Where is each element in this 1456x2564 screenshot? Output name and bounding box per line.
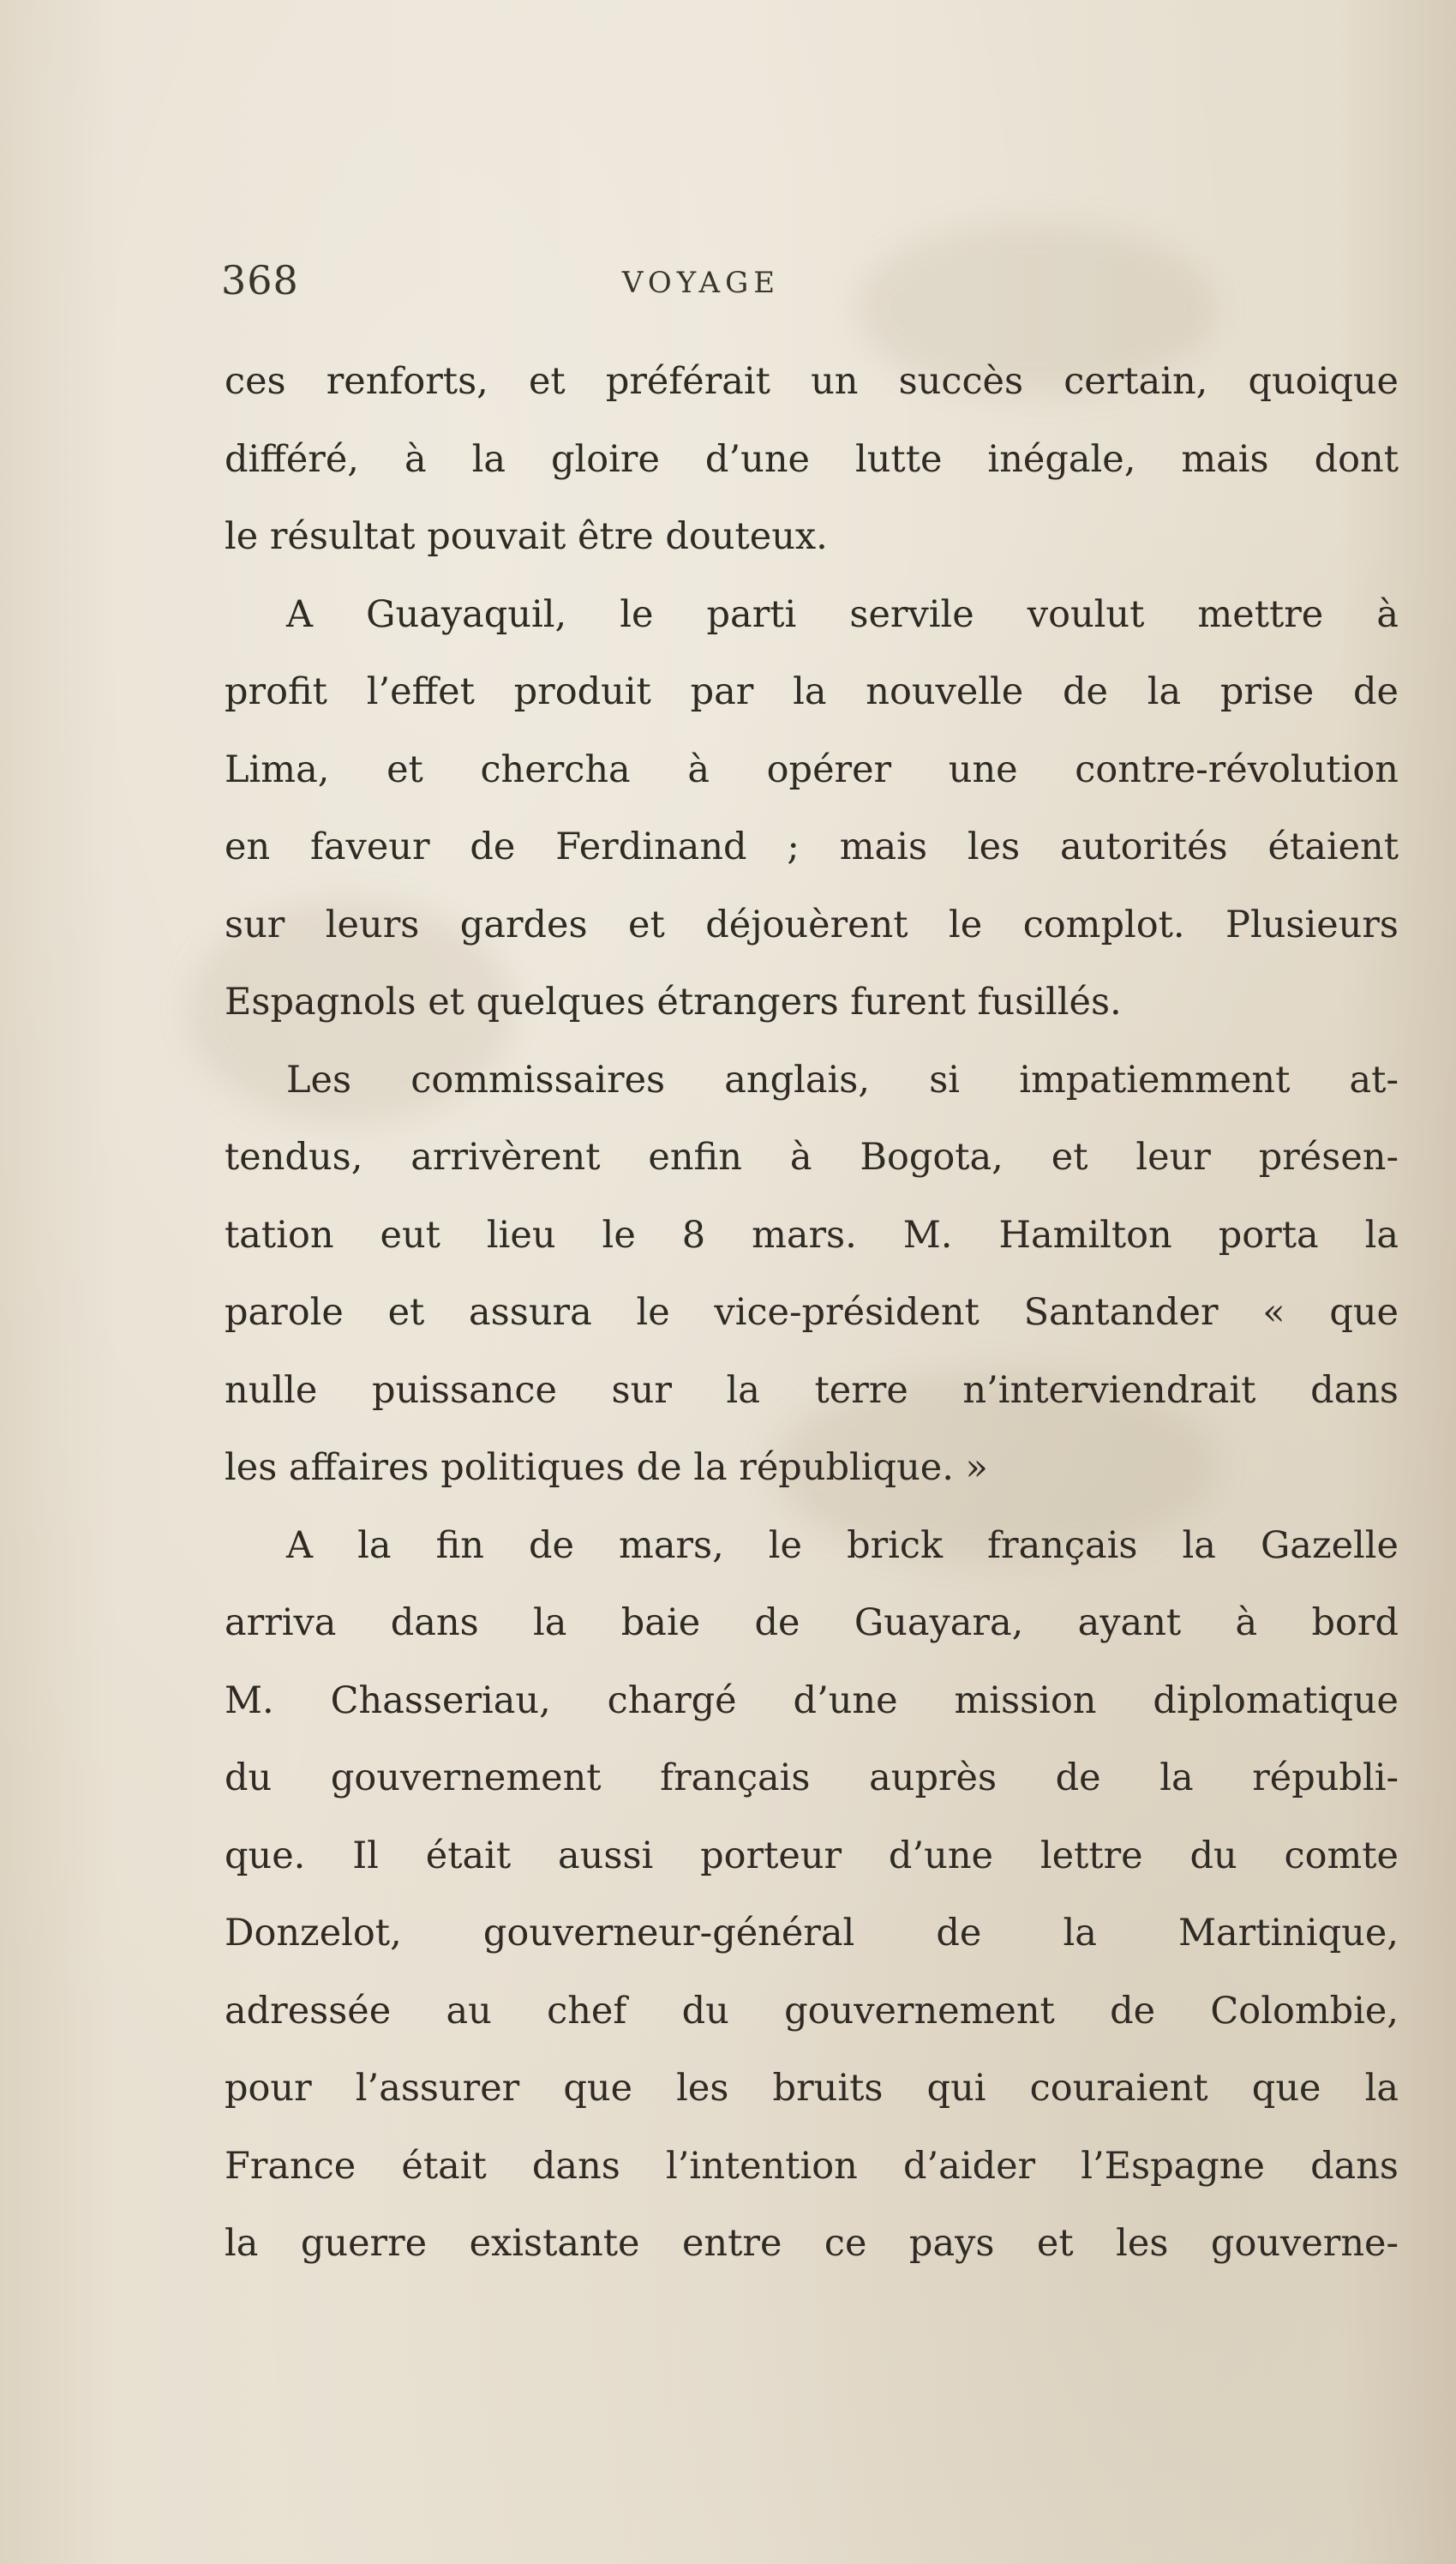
text-line: nulle puissance sur la terre n’interviendrait dans [225, 1368, 1399, 1412]
text-line: que. Il était aussi porteur d’une lettre du comte [225, 1834, 1399, 1877]
text-line: pour l’assurer que les bruits qui couraient que la [225, 2067, 1399, 2110]
text-line: du gouvernement français auprès de la républi- [225, 1756, 1399, 1799]
text-line: tation eut lieu le 8 mars. M. Hamilton porta la [225, 1213, 1399, 1257]
text-line: sur leurs gardes et déjouèrent le complot. Plusieurs [225, 903, 1399, 946]
text-line: la guerre existante entre ce pays et les gouverne- [225, 2222, 1399, 2265]
text-line: ces renforts, et préférait un succès certain, quoique [225, 360, 1399, 403]
body-text [225, 343, 1399, 2283]
running-head: VOYAGE [621, 266, 781, 300]
page-number: 368 [221, 257, 299, 303]
text-line: le résultat pouvait être douteux. [225, 515, 828, 558]
text-line: M. Chasseriau, chargé d’une mission diplomatique [225, 1678, 1399, 1722]
text-line: tendus, arrivèrent enfin à Bogota, et leur présen- [225, 1136, 1399, 1179]
text-line: différé, à la gloire d’une lutte inégale, mais dont [225, 437, 1399, 481]
text-line: Les commissaires anglais, si impatiemment at- [286, 1058, 1399, 1102]
page-header [221, 257, 1164, 317]
text-line: A Guayaquil, le parti servile voulut mettre à [286, 592, 1399, 636]
text-line: Lima, et chercha à opérer une contre-révolution [225, 748, 1399, 791]
text-line: profit l’effet produit par la nouvelle de la prise de [225, 670, 1399, 713]
text-line: les affaires politiques de la république. » [225, 1446, 988, 1489]
text-line: Espagnols et quelques étrangers furent fusillés. [225, 981, 1122, 1024]
text-line: France était dans l’intention d’aider l’Espagne dans [225, 2144, 1399, 2188]
text-line: adressée au chef du gouvernement de Colombie, [225, 1989, 1399, 2033]
text-line: Donzelot, gouverneur-général de la Martinique, [225, 1912, 1399, 1955]
text-line: en faveur de Ferdinand ; mais les autorités étaient [225, 826, 1399, 868]
text-line: arriva dans la baie de Guayara, ayant à bord [225, 1601, 1399, 1644]
text-line: A la fin de mars, le brick français la Gazelle [286, 1523, 1399, 1567]
text-line: parole et assura le vice-président Santander « que [225, 1291, 1399, 1334]
